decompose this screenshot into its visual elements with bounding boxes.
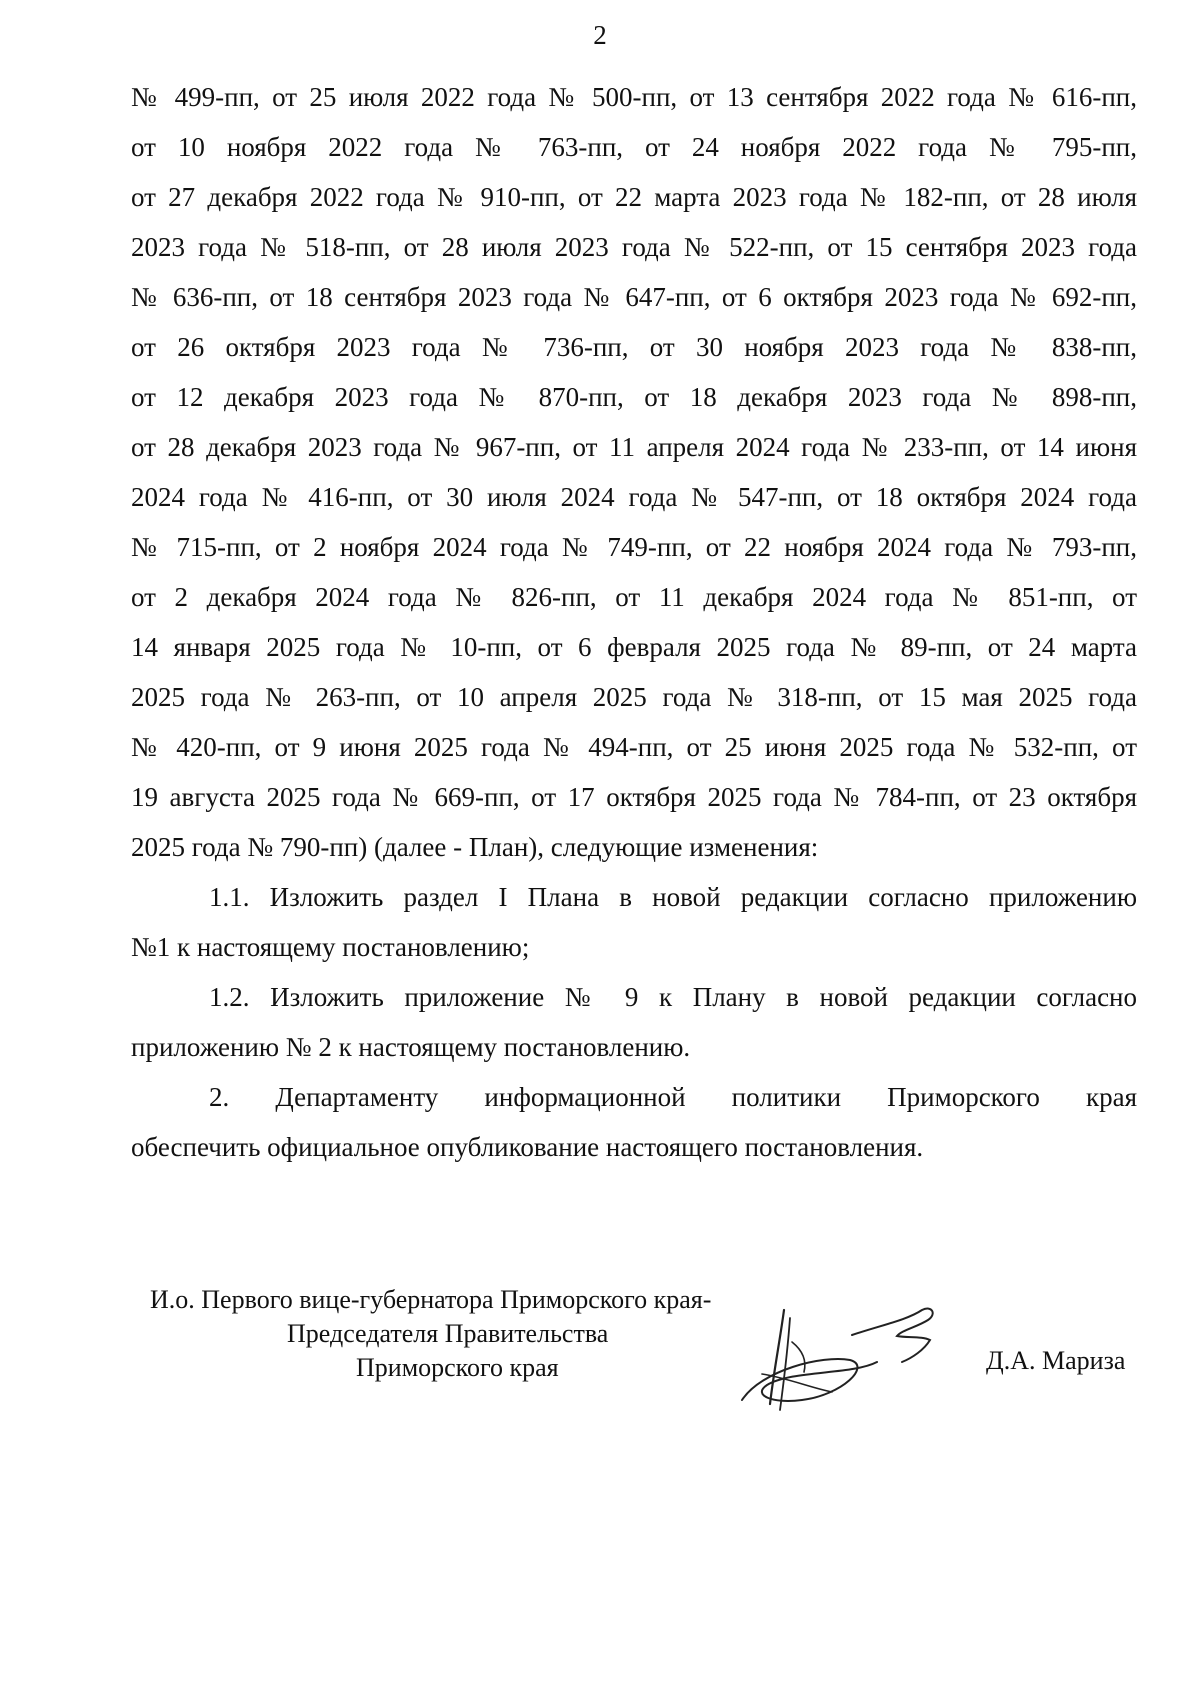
item-second-line: №1 к настоящему постановлению; (131, 932, 530, 962)
body-line: 14 января 2025 года № 10-пп, от 6 февраля 2025 года № 89-пп, от 24 марта (131, 632, 1137, 662)
body-line: № 420-пп, от 9 июня 2025 года № 494-пп, от 25 июня 2025 года № 532-пп, от (131, 732, 1137, 762)
body-line: от 27 декабря 2022 года № 910-пп, от 22 марта 2023 года № 182-пп, от 28 июля (131, 182, 1137, 212)
body-line: от 26 октября 2023 года № 736-пп, от 30 ноября 2023 года № 838-пп, (131, 332, 1137, 362)
body-line: 2024 года № 416-пп, от 30 июля 2024 года № 547-пп, от 18 октября 2024 года (131, 482, 1137, 512)
body-line: 2025 года № 790-пп) (далее - План), следующие изменения: (131, 832, 819, 862)
body-line: от 2 декабря 2024 года № 826-пп, от 11 декабря 2024 года № 851-пп, от (131, 582, 1137, 612)
item-first-line: 2. Департаменту информационной политики Приморского края (209, 1082, 1137, 1112)
body-line: № 715-пп, от 2 ноября 2024 года № 749-пп, от 22 ноября 2024 года № 793-пп, (131, 532, 1137, 562)
signer-position-line3: Приморского края (356, 1353, 559, 1382)
item-second-line: приложению № 2 к настоящему постановлению. (131, 1032, 691, 1062)
body-line: № 636-пп, от 18 сентября 2023 года № 647-пп, от 6 октября 2023 года № 692-пп, (131, 282, 1137, 312)
body-line: от 28 декабря 2023 года № 967-пп, от 11 апреля 2024 года № 233-пп, от 14 июня (131, 432, 1137, 462)
item-first-line: 1.2. Изложить приложение № 9 к Плану в новой редакции согласно (209, 982, 1137, 1012)
signer-name: Д.А. Мариза (986, 1346, 1126, 1375)
item-first-line: 1.1. Изложить раздел I Плана в новой редакции согласно приложению (209, 882, 1137, 912)
body-line: от 12 декабря 2023 года № 870-пп, от 18 декабря 2023 года № 898-пп, (131, 382, 1137, 412)
body-line: 19 августа 2025 года № 669-пп, от 17 октября 2025 года № 784-пп, от 23 октября (131, 782, 1137, 812)
signer-position-line2: Председателя Правительства (287, 1319, 609, 1348)
body-line: № 499-пп, от 25 июля 2022 года № 500-пп, от 13 сентября 2022 года № 616-пп, (131, 82, 1137, 112)
signer-position-line1: И.о. Первого вице-губернатора Приморского края- (150, 1285, 712, 1314)
handwritten-signature-icon (732, 1300, 962, 1420)
body-line: 2025 года № 263-пп, от 10 апреля 2025 года № 318-пп, от 15 мая 2025 года (131, 682, 1137, 712)
body-line: от 10 ноября 2022 года № 763-пп, от 24 ноября 2022 года № 795-пп, (131, 132, 1137, 162)
item-second-line: обеспечить официальное опубликование настоящего постановления. (131, 1132, 924, 1162)
body-line: 2023 года № 518-пп, от 28 июля 2023 года № 522-пп, от 15 сентября 2023 года (131, 232, 1137, 262)
page-number: 2 (593, 20, 607, 50)
